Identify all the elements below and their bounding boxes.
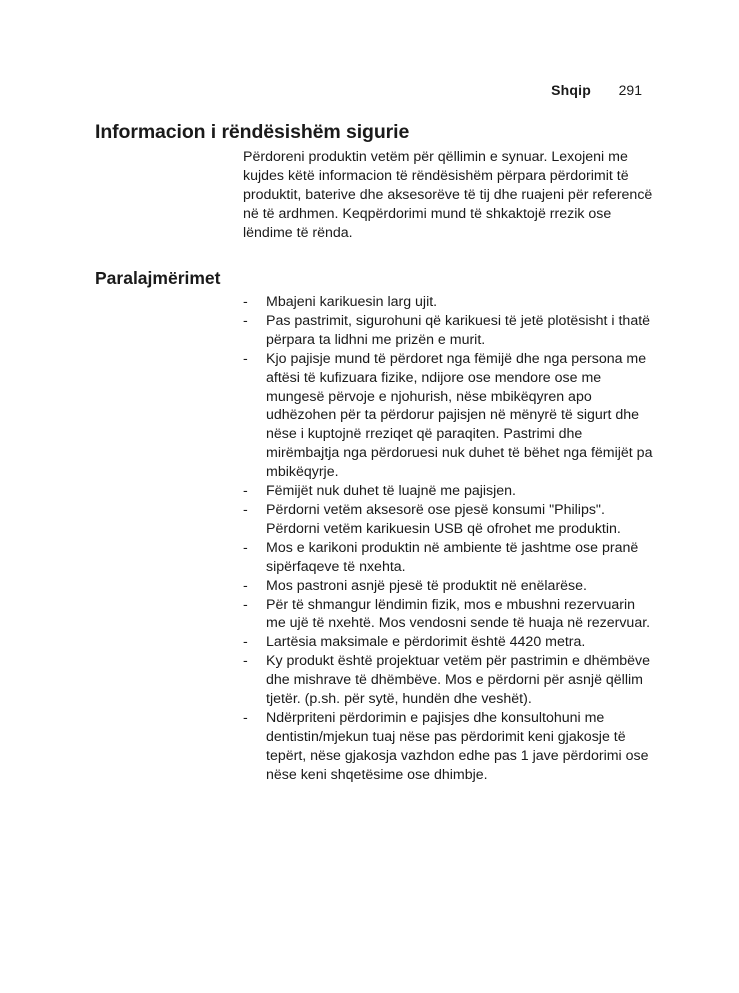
warning-item [243,709,653,785]
warning-text: Lartësia maksimale e përdorimit është 4420 metra. [266,634,586,651]
warning-text: Fëmijët nuk duhet të luajnë me pajisjen. [266,483,516,500]
bullet-dash: - [243,634,248,651]
warning-text: Mos pastroni asnjë pjesë të produktit në enëlarëse. [266,577,587,594]
intro-paragraph: Përdoreni produktin vetëm për qëllimin e synuar. Lexojeni me kujdes këtë informacion të rëndësishëm përpara përdorimit të produktit, baterive dhe aksesorëve të tij dhe ruajeni për referencë në të ardhmen. Keqpërdorimi mund të shkaktojë rrezik ose lëndime të rënda. [243,149,653,241]
bullet-dash: - [243,294,248,310]
warning-item [243,350,653,482]
bullet-dash: - [243,483,248,500]
warning-text: Pas pastrimit, sigurohuni që karikuesi të jetë plotësisht i thatë përpara ta lidhni me prizën e murit. [266,312,651,348]
warning-item [243,501,653,539]
bullet-dash: - [243,653,248,670]
warning-item [243,596,653,634]
warning-item [243,312,653,350]
warning-item [243,539,653,577]
warning-item [243,652,653,709]
warnings-list [243,293,653,785]
warning-text: Ndërpriteni përdorimin e pajisjes dhe konsultohuni me dentistin/mjekun tuaj nëse pas përdorimit keni gjakosje të tepërt, nëse gjakosja vazhdon edhe pas 1 jave përdorimi ose nëse keni shqetësime ose dhimbje. [266,709,649,783]
bullet-dash: - [243,539,248,556]
warnings-title: Paralajmërimet [95,268,221,288]
warning-item [243,633,653,652]
warning-text: Mos e karikoni produktin në ambiente të jashtme ose pranë sipërfaqeve të nxehta. [266,539,639,575]
warning-text: Për të shmangur lëndimin fizik, mos e mbushni rezervuarin me ujë të nxehtë. Mos vendosni sende të huaja në rezervuar. [266,596,651,632]
bullet-dash: - [243,596,248,613]
warning-text: Kjo pajisje mund të përdoret nga fëmijë dhe nga persona me aftësi të kufizuara fizike, ndijore ose mendore ose me mungesë përvoje e njohurish, nëse mbikëqyren apo udhëzohen për ta përdorur pajisjen në mënyrë të sigurt dhe nëse i kuptojnë rreziqet që paraqiten. Pastrimi dhe mirëmbajtja nga përdoruesi nuk duhet të bëhet nga fëmijët pa mbikëqyrje. [266,350,653,481]
warning-item [243,482,653,501]
header-language: Shqip [551,82,591,98]
page-number: 291 [618,82,642,98]
warning-text: Mbajeni karikuesin larg ujit. [266,294,438,310]
warning-text: Ky produkt është projektuar vetëm për pastrimin e dhëmbëve dhe mishrave të dhëmbëve. Mos e përdorni për asnjë qëllim tjetër. (p.sh. për sytë, hundën dhe veshët). [266,653,651,708]
bullet-dash: - [243,350,248,367]
warning-text: Përdorni vetëm aksesorë ose pjesë konsumi "Philips". Përdorni vetëm karikuesin USB që ofrohet me produktin. [266,501,621,537]
bullet-dash: - [243,501,248,518]
running-header [0,82,739,102]
bullet-dash: - [243,709,248,726]
bullet-dash: - [243,577,248,594]
bullet-dash: - [243,312,248,329]
section-title: Informacion i rëndësishëm sigurie [95,121,410,143]
warning-item [243,293,653,312]
warning-item [243,577,653,596]
